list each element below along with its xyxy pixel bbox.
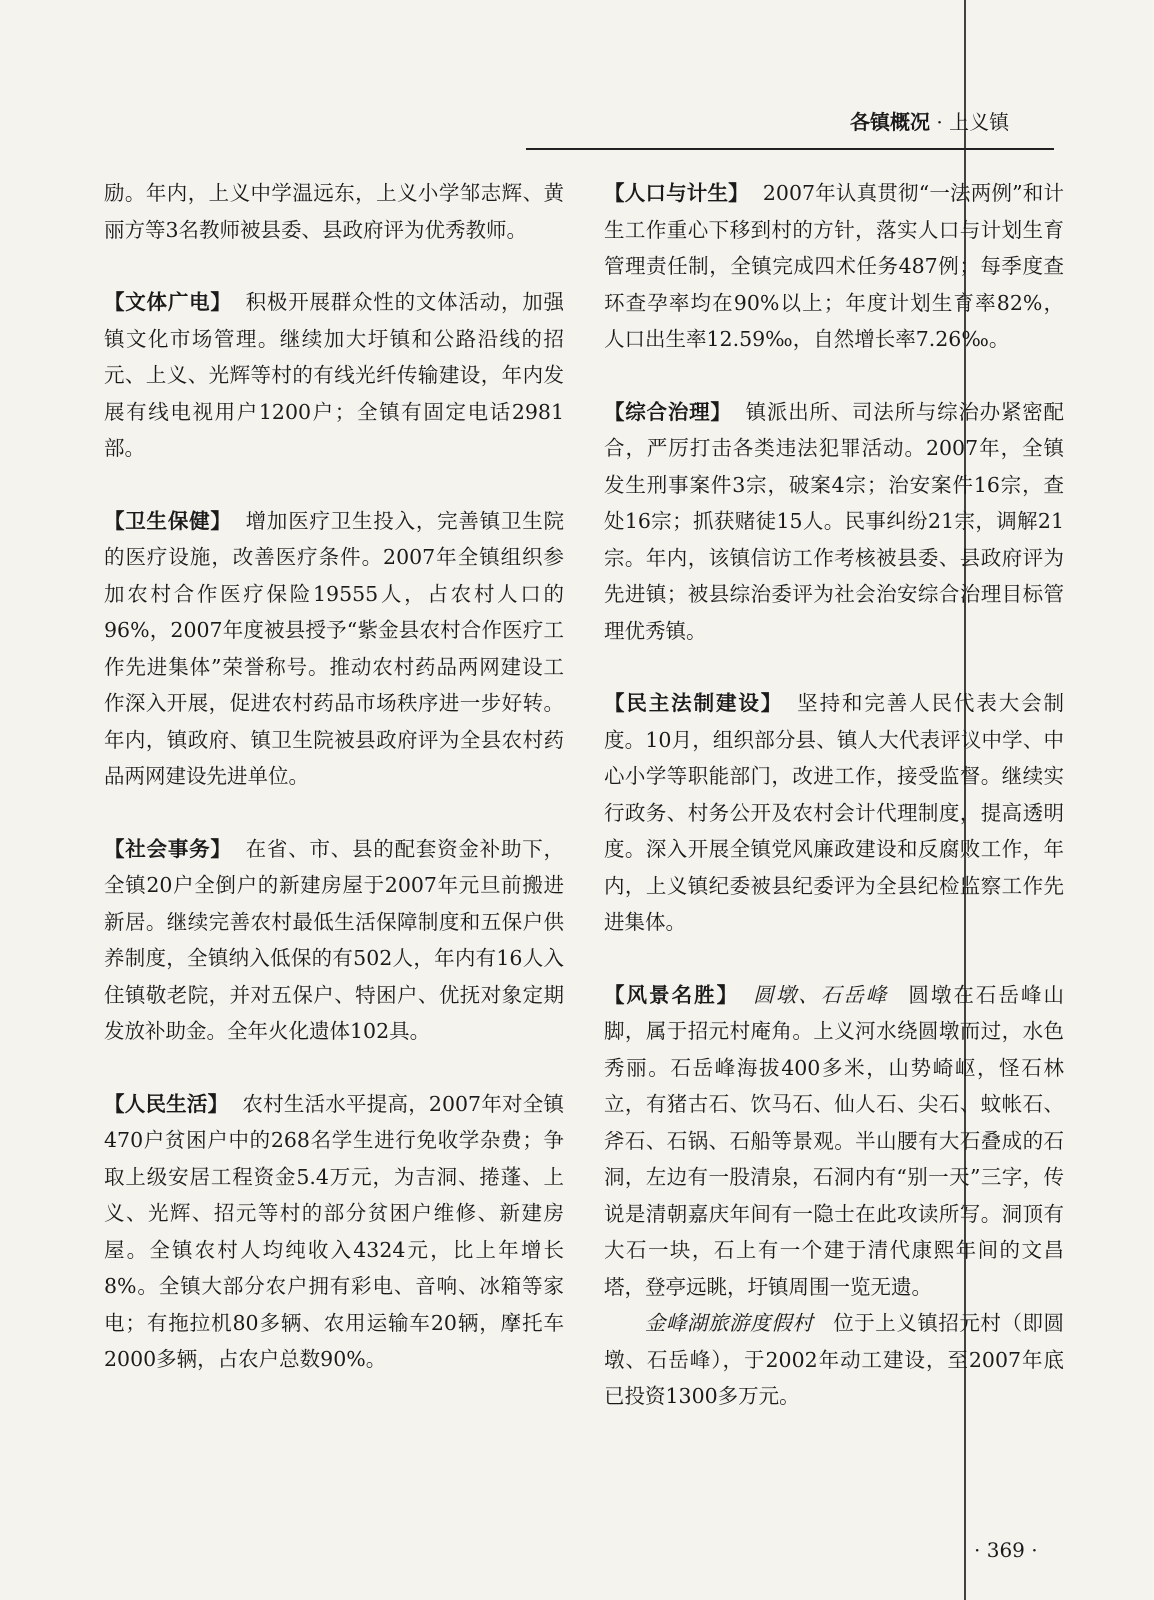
left-column bbox=[104, 175, 564, 1378]
section-body: 农村生活水平提高，2007年对全镇470户贫困户中的268名学生进行免收学杂费；争取上级安居工程资金5.4万元，为吉洞、捲蓬、上义、光辉、招元等村的部分贫困户维修、新建房屋。全镇农村人均纯收入4324元，比上年增长8%。全镇大部分农户拥有彩电、音响、冰箱等家电；有拖拉机80多辆、农用运输车20辆，摩托车2000多辆，占农户总数90%。 bbox=[104, 1091, 565, 1371]
section-health bbox=[104, 503, 564, 795]
section-title: 【综合治理】 bbox=[604, 399, 732, 424]
header-separator: · bbox=[936, 110, 943, 134]
section-body: 圆墩在石岳峰山脚，属于招元村庵角。上义河水绕圆墩而过，水色秀丽。石岳峰海拔400多米，山势崎岖，怪石林立，有猪古石、饮马石、仙人石、尖石、蚊帐石、斧石、石锅、石船等景观。半山腰有大石叠成的石洞，左边有一股清泉，石洞内有“别一天”三字，传说是清朝嘉庆年间有一隐士在此攻读所写。洞顶有大石一块，石上有一个建于清代康熙年间的文昌塔，登亭远眺，圩镇周围一览无遗。 bbox=[604, 982, 1065, 1299]
section-body: 坚持和完善人民代表大会制度。10月，组织部分县、镇人大代表评议中学、中心小学等职能部门，改进工作，接受监督。继续实行政务、村务公开及农村会计代理制度，提高透明度。深入开展全镇党风廉政建设和反腐败工作，年内，上义镇纪委被县纪委评为全县纪检监察工作先进集体。 bbox=[604, 691, 1065, 934]
section-body: 镇派出所、司法所与综治办紧密配合，严厉打击各类违法犯罪活动。2007年，全镇发生刑事案件3宗，破案4宗；治安案件16宗，查处16宗；抓获赌徒15人。民事纠纷21宗，调解21宗。年内，该镇信访工作考核被县委、县政府评为先进镇；被县综治委评为社会治安综合治理目标管理优秀镇。 bbox=[604, 399, 1065, 643]
section-title: 【风景名胜】 bbox=[604, 982, 740, 1007]
section-body: 2007年认真贯彻“一法两例”和计生工作重心下移到村的方针，落实人口与计划生育管理责任制，全镇完成四术任务487例；每季度查环查孕率均在90%以上；年度计划生育率82%，人口出生率12.59‰，自然增长率7.26‰。 bbox=[604, 181, 1064, 351]
running-header bbox=[850, 106, 1009, 135]
header-town: 上义镇 bbox=[949, 110, 1010, 134]
page-number: · 369 · bbox=[974, 1538, 1038, 1562]
section-title: 【民主法制建设】 bbox=[604, 691, 784, 715]
section-subtitle: 圆墩、石岳峰 bbox=[753, 982, 889, 1007]
section-social-affairs bbox=[104, 831, 564, 1050]
section-body: 增加医疗卫生投入，完善镇卫生院的医疗设施，改善医疗条件。2007年全镇组织参加农村合作医疗保险19555人，占农村人口的96%，2007年度被县授予“紫金县农村合作医疗工作先进集体”荣誉称号。推动农村药品两网建设工作深入开展，促进农村药品市场秩序进一步好转。年内，镇政府、镇卫生院被县政府评为全县农村药品两网建设先进单位。 bbox=[104, 508, 565, 788]
section-culture bbox=[104, 284, 564, 467]
section-body: 积极开展群众性的文体活动，加强镇文化市场管理。继续加大圩镇和公路沿线的招元、上义、光辉等村的有线光纤传输建设，年内发展有线电视用户1200户；全镇有固定电话2981部。 bbox=[104, 290, 565, 460]
section-scenic-spots bbox=[604, 977, 1064, 1306]
section-title: 【文体广电】 bbox=[104, 290, 232, 314]
section-livelihood bbox=[104, 1086, 564, 1378]
section-title: 【社会事务】 bbox=[104, 836, 232, 861]
section-title: 【卫生保健】 bbox=[104, 508, 232, 533]
right-column bbox=[604, 175, 1064, 1415]
section-subtitle: 金峰湖旅游度假村 bbox=[645, 1311, 814, 1335]
header-title: 各镇概况 bbox=[850, 110, 930, 134]
section-title: 【人民生活】 bbox=[104, 1091, 229, 1116]
continuation-paragraph: 励。年内，上义中学温远东，上义小学邹志辉、黄丽方等3名教师被县委、县政府评为优秀教师。 bbox=[104, 181, 564, 242]
section-public-security bbox=[604, 394, 1064, 650]
section-body: 位于上义镇招元村（即圆墩、石岳峰），于2002年动工建设，至2007年底已投资1300多万元。 bbox=[604, 1311, 1065, 1408]
header-rule bbox=[526, 148, 1054, 150]
section-resort bbox=[604, 1305, 1064, 1415]
section-population bbox=[604, 175, 1064, 358]
section-democracy-law bbox=[604, 685, 1064, 941]
section-title: 【人口与计生】 bbox=[604, 181, 749, 205]
section-body: 在省、市、县的配套资金补助下，全镇20户全倒户的新建房屋于2007年元旦前搬进新居。继续完善农村最低生活保障制度和五保户供养制度，全镇纳入低保的有502人，年内有16人入住镇敬老院，并对五保户、特困户、优抚对象定期发放补助金。全年火化遗体102具。 bbox=[104, 836, 565, 1043]
